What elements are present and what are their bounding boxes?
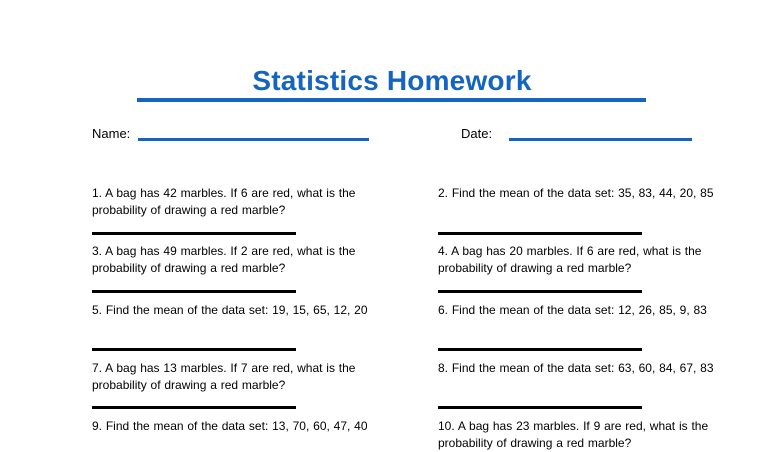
answer-line-7[interactable] (92, 406, 296, 409)
problem-8: 8. Find the mean of the data set: 63, 60, 84, 67, 83 (438, 361, 714, 375)
problem-9: 9. Find the mean of the data set: 13, 70, 60, 47, 40 (92, 419, 368, 433)
answer-line-4[interactable] (438, 290, 642, 293)
name-field-line[interactable] (138, 138, 369, 141)
problem-10: 10. A bag has 23 marbles. If 9 are red, what is the probability of drawing a red marble? (438, 419, 709, 450)
date-field-line[interactable] (509, 138, 692, 141)
problem-7: 7. A bag has 13 marbles. If 7 are red, what is the probability of drawing a red marble? (92, 361, 356, 392)
problem-4: 4. A bag has 20 marbles. If 6 are red, what is the probability of drawing a red marble? (438, 244, 702, 275)
title-underline (137, 98, 646, 102)
answer-line-8[interactable] (438, 406, 642, 409)
date-label: Date: (461, 126, 493, 141)
problem-2: 2. Find the mean of the data set: 35, 83, 44, 20, 85 (438, 186, 714, 200)
name-label: Name: (92, 126, 131, 141)
problem-1: 1. A bag has 42 marbles. If 6 are red, what is the probability of drawing a red marble? (92, 186, 356, 217)
answer-line-5[interactable] (92, 348, 296, 351)
problem-6: 6. Find the mean of the data set: 12, 26, 85, 9, 83 (438, 303, 707, 317)
problem-5: 5. Find the mean of the data set: 19, 15, 65, 12, 20 (92, 303, 368, 317)
page-title: Statistics Homework (252, 65, 532, 96)
answer-line-6[interactable] (438, 348, 642, 351)
answer-line-3[interactable] (92, 290, 296, 293)
answer-line-1[interactable] (92, 232, 296, 235)
answer-line-2[interactable] (438, 232, 642, 235)
problem-3: 3. A bag has 49 marbles. If 2 are red, what is the probability of drawing a red marble? (92, 244, 356, 275)
